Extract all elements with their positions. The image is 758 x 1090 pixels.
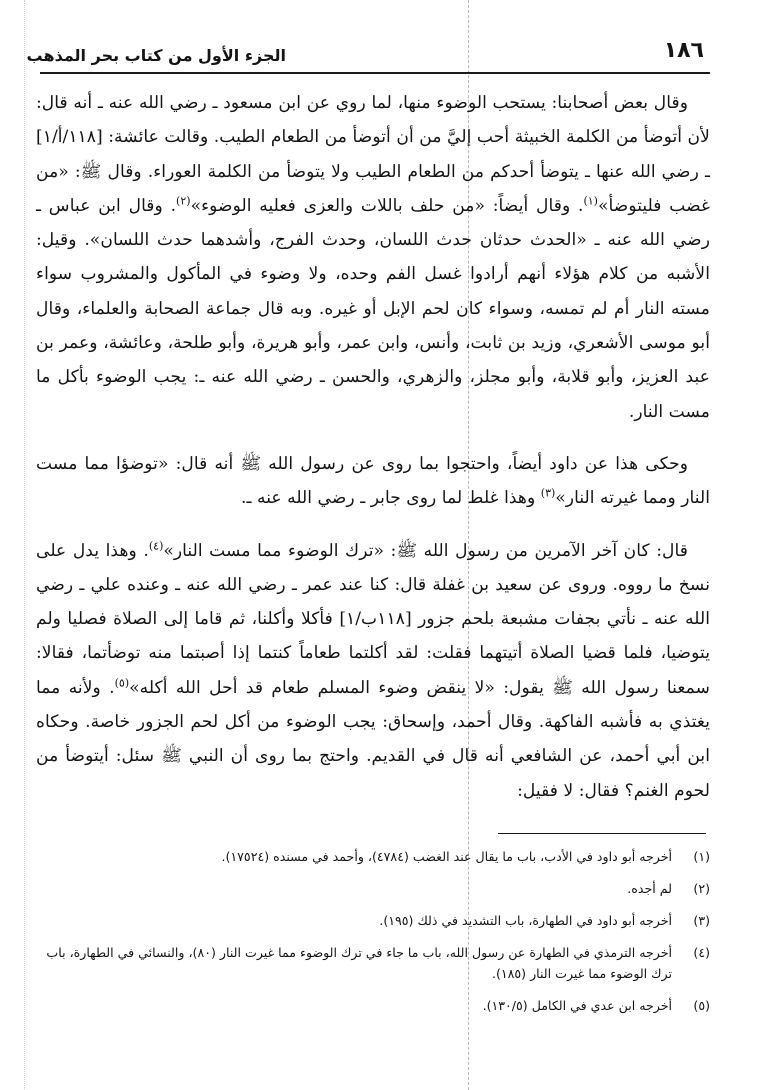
paragraph-text: وحكى هذا عن داود أيضاً، واحتجوا بما روى عن رسول الله ﷺ أنه قال: «توضؤا مما مست النار ومما غيرته النار»: [36, 453, 710, 509]
main-text: [36, 86, 710, 808]
footnote-number: (٢): [693, 881, 710, 896]
footnote-text: أخرجه الترمذي في الطهارة عن رسول الله، باب ما جاء في ترك الوضوء مما غيرت النار (٨٠)، والنسائي في الطهارة، باب ترك الوضوء مما غيرت النار (١٨٥).: [46, 945, 672, 981]
footnote-text: أخرجه أبو داود في الأدب، باب ما يقال عند الغضب (٤٧٨٤)، وأحمد في مسنده (١٧٥٢٤).: [221, 849, 672, 864]
scan-edge-line: [24, 0, 25, 1090]
running-header: [26, 36, 710, 74]
footnote-ref: (٥): [114, 676, 130, 690]
footnote-number: (٣): [693, 913, 710, 928]
footnote-separator: [498, 833, 706, 834]
footnote-ref: (١): [583, 194, 598, 208]
paragraph-text: قال: كان آخر الآمرين من رسول الله ﷺ: «ترك الوضوء مما مست النار»: [163, 540, 688, 561]
footnote: [40, 846, 710, 867]
paragraph-text: . وقال ابن عباس ـ رضي الله عنه ـ «الحدث حدثان حدث اللسان، وحدث الفرج، وأشدهما حدث اللسان». وقيل: الأشبه من كلام هؤلاء أنهم أرادوا غسل الفم وحده، ولا وضوء في المأكول والمشروب سواء مسته النار أم لم تمسه، وسواء كان لحم الإبل أو غيره. وبه قال جماعة الصحابة والعلماء، وقال أبو موسى الأشعري، وزيد بن ثابت، وأنس، وابن عمر، وأبو هريرة، وأبو طلحة، وعائشة، وعمر بن عبد العزيز، وأبو قلابة، وأبو مجلز، والزهري، والحسن ـ رضي الله عنه ـ: يجب الوضوء بأكل ما مست النار.: [36, 195, 710, 422]
paragraph: [36, 534, 710, 808]
paragraph-text: وهذا غلط لما روى جابر ـ رضي الله عنه ـ.: [241, 488, 541, 509]
paragraph-text: . ولأنه مما يغتذي به فأشبه الفاكهة. وقال أحمد، وإسحاق: يجب الوضوء من أكل لحم الجزور خاصة. وحكاه ابن أبي أحمد، عن الشافعي أنه قال في القديم. واحتج بما روى أن النبي ﷺ سئل: أيتوضأ من لحوم الغنم؟ فقال: لا فقيل:: [36, 677, 710, 801]
footnote: [40, 878, 710, 899]
paragraph: [36, 447, 710, 516]
footnote: [40, 942, 710, 984]
footnote-number: (١): [693, 849, 710, 864]
footnote-ref: (٢): [176, 194, 191, 208]
footnote-ref: (٤): [148, 538, 164, 552]
footnotes: [40, 846, 710, 1027]
page-number: ١٨٦: [663, 38, 704, 63]
footnote-number: (٥): [693, 998, 710, 1013]
book-title: الجزء الأول من كتاب بحر المذهب: [26, 46, 286, 65]
paragraph-text: . وقال أيضاً: «من حلف باللات والعزى فعليه الوضوء»: [190, 195, 584, 216]
footnote-text: أخرجه أبو داود في الطهارة، باب التشديد في ذلك (١٩٥).: [379, 913, 672, 928]
footnote-number: (٤): [693, 945, 710, 960]
paragraph: [36, 86, 710, 429]
paragraph-text: . وهذا يدل على نسخ ما رووه. وروى عن سعيد بن غفلة قال: كنا عند عمر ـ رضي الله عنه ـ وعنده علي ـ رضي الله عنه ـ نأتي بجفات مشبعة بلحم جزور [١١٨ب/١] فأكلا وأكلنا، ثم قاما إلى الصلاة فصليا ولم يتوضيا، فلما قضيا الصلاة أتيتهما فقلت: لقد أكلتما طعاماً كنتما إذا أصبتما منه توضأتما، فقالا: سمعنا رسول الله ﷺ يقول: «لا ينقض وضوء المسلم طعام قد أحل الله أكله»: [36, 540, 710, 698]
footnote-ref: (٣): [540, 486, 556, 500]
header-rule: [40, 72, 710, 74]
footnote-text: لم أجده.: [627, 881, 672, 896]
footnote-text: أخرجه ابن عدي في الكامل (١٣٠/٥).: [482, 998, 672, 1013]
paragraph-text: وقال بعض أصحابنا: يستحب الوضوء منها، لما روي عن ابن مسعود ـ رضي الله عنه ـ أنه قال: لأن أتوضأ من الكلمة الخبيثة أحب إليَّ من أن أتوضأ من الطعام الطيب. وقالت عائشة: [١١٨/أ/١] ـ رضي الله عنها ـ يتوضأ أحدكم من الطعام الطيب ولا يتوضأ من الكلمة العوراء. وقال ﷺ: «من غضب فليتوضأ»: [36, 93, 710, 216]
footnote: [40, 910, 710, 931]
footnote: [40, 995, 710, 1016]
